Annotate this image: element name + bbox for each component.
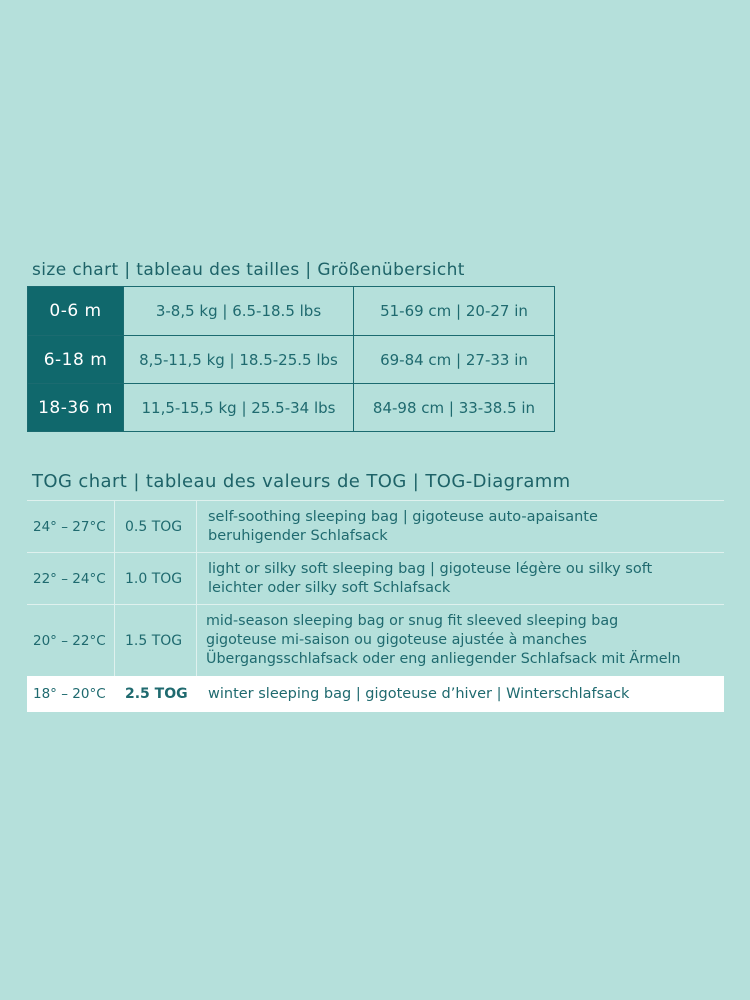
tog-temp-cell: 18° – 20°C (33, 686, 106, 702)
tog-row-25-highlighted (27, 676, 724, 712)
tog-description-cell (197, 508, 724, 546)
size-row-6-18m (28, 335, 554, 383)
tog-description-line: light or silky soft sleeping bag | gigoteuse légère ou silky soft (208, 560, 653, 577)
tog-temp-cell: 20° – 22°C (27, 605, 115, 676)
size-row-0-6m (28, 287, 554, 335)
size-age-cell: 0-6 m (28, 287, 123, 335)
tog-description-line: gigoteuse mi-saison ou gigoteuse ajustée à manches (206, 632, 587, 648)
size-chart-table (27, 286, 555, 432)
size-weight-cell: 3-8,5 kg | 6.5-18.5 lbs (123, 287, 353, 335)
size-age-cell: 6-18 m (28, 336, 123, 383)
tog-description-line: beruhigender Schlafsack (208, 527, 388, 544)
tog-value-cell: 1.5 TOG (115, 605, 197, 676)
tog-description-line: self-soothing sleeping bag | gigoteuse auto-apaisante (208, 508, 598, 525)
size-weight-cell: 11,5-15,5 kg | 25.5-34 lbs (123, 384, 353, 431)
size-chart-title: size chart | tableau des tailles | Größenübersicht (32, 260, 465, 280)
tog-description-line: Übergangsschlafsack oder eng anliegender Schlafsack mit Ärmeln (206, 651, 681, 667)
tog-row-15 (27, 604, 724, 676)
size-row-18-36m (28, 383, 554, 431)
tog-description-line: winter sleeping bag | gigoteuse d’hiver | Winterschlafsack (208, 685, 630, 702)
tog-description-line: leichter oder silky soft Schlafsack (208, 579, 451, 596)
tog-description-cell (197, 612, 724, 669)
tog-row-05 (27, 500, 724, 552)
tog-description-line: mid-season sleeping bag or snug fit sleeved sleeping bag (206, 613, 619, 629)
size-height-cell: 84-98 cm | 33-38.5 in (353, 384, 554, 431)
tog-chart-table (27, 500, 724, 712)
tog-value-cell: 0.5 TOG (115, 501, 197, 552)
tog-row-10 (27, 552, 724, 604)
tog-temp-cell: 22° – 24°C (27, 553, 115, 604)
size-height-cell: 69-84 cm | 27-33 in (353, 336, 554, 383)
tog-value-cell: 2.5 TOG (125, 686, 188, 702)
tog-chart-title: TOG chart | tableau des valeurs de TOG | TOG-Diagramm (32, 471, 571, 492)
tog-description-cell (197, 560, 724, 598)
size-weight-cell: 8,5-11,5 kg | 18.5-25.5 lbs (123, 336, 353, 383)
tog-description-cell (197, 685, 724, 704)
tog-value-cell: 1.0 TOG (115, 553, 197, 604)
size-age-cell: 18-36 m (28, 384, 123, 431)
size-height-cell: 51-69 cm | 20-27 in (353, 287, 554, 335)
tog-temp-cell: 24° – 27°C (27, 501, 115, 552)
